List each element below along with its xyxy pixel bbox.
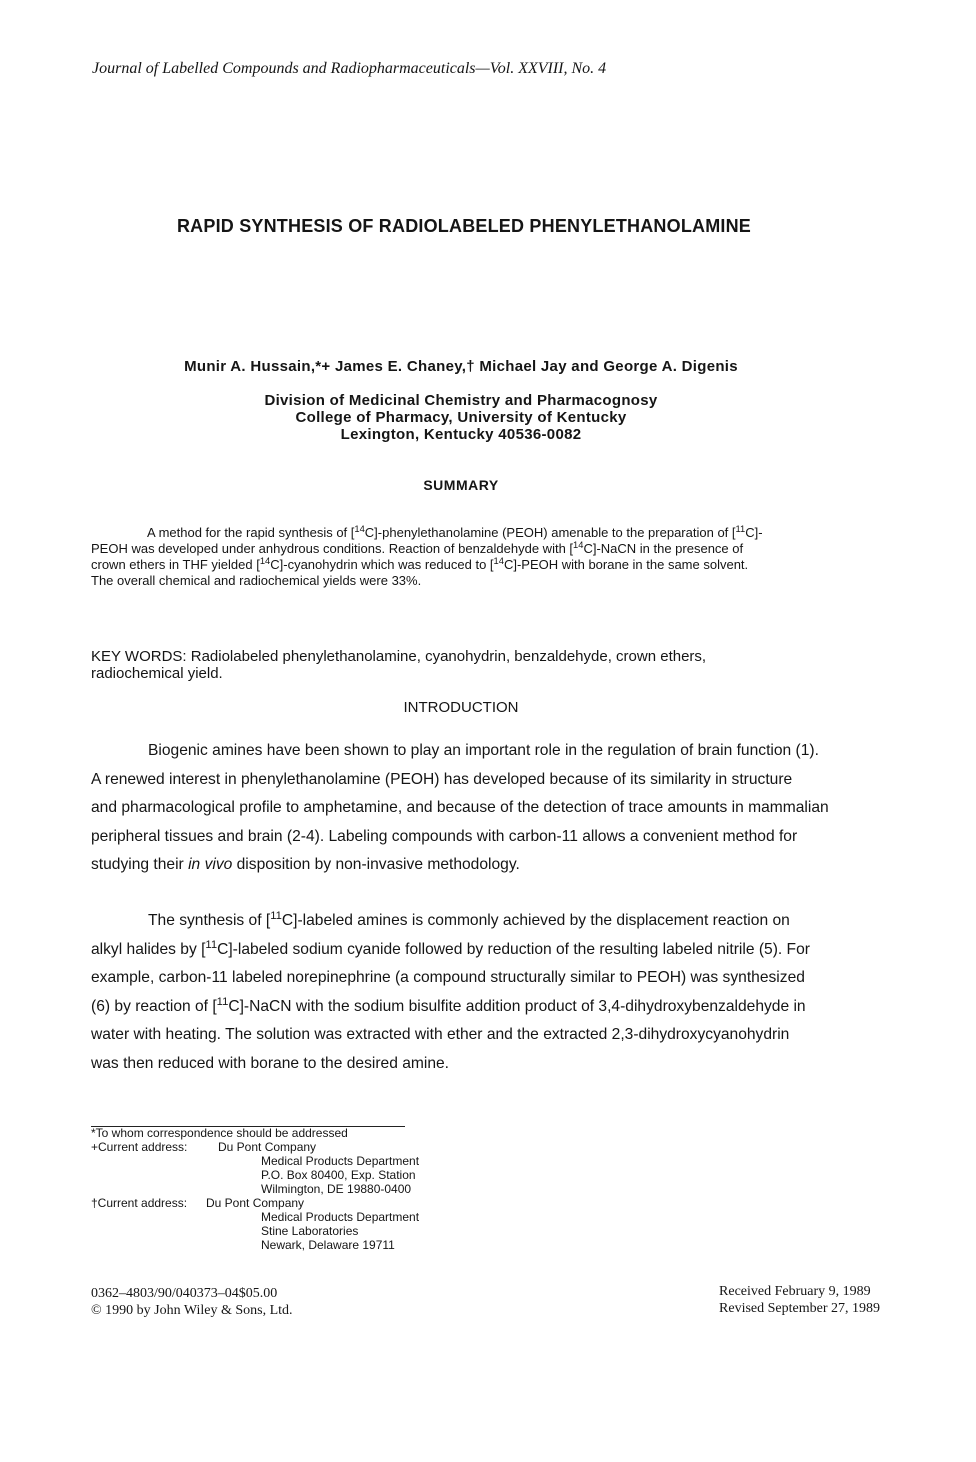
isotope-superscript: 11 [735, 523, 746, 534]
received-date: Received February 9, 1989 [719, 1284, 871, 1299]
keywords [91, 648, 771, 682]
paragraph-line: peripheral tissues and brain (2-4). Labeling compounds with carbon-11 allows a convenient method for [91, 827, 798, 845]
introduction-heading: INTRODUCTION [403, 699, 519, 716]
isotope-superscript: 11 [205, 938, 218, 951]
summary-heading: SUMMARY [423, 477, 499, 493]
intro-paragraph-1 [91, 737, 836, 880]
paragraph-line: The synthesis of [$^{11}$C]-labeled amines is commonly achieved by the displacement reaction on [148, 909, 790, 929]
journal-header: Journal of Labelled Compounds and Radiopharmaceuticals—Vol. XXVIII, No. 4 [92, 60, 607, 77]
paragraph-line: Biogenic amines have been shown to play an important role in the regulation of brain function (1). [148, 742, 819, 759]
publication-info [91, 1285, 293, 1319]
paragraph-line: example, carbon-11 labeled norepinephrine (a compound structurally similar to PEOH) was synthesized [91, 969, 805, 987]
author-jay-digenis: Michael Jay and George A. Digenis [479, 358, 738, 375]
keywords-line: KEY WORDS: Radiolabeled phenylethanolamine, cyanohydrin, benzaldehyde, crown ethers, [91, 648, 707, 665]
isotope-superscript: 14 [493, 555, 504, 566]
paragraph-line: alkyl halides by [$^{11}$C]-labeled sodium cyanide followed by reduction of the resulting labeled nitrile (5). For [91, 938, 810, 958]
author-list [0, 358, 922, 375]
isotope-superscript: 11 [216, 995, 229, 1008]
received-dates [719, 1283, 880, 1317]
paragraph-line: (6) by reaction of [$^{11}$C]-NaCN with the sodium bisulfite addition product of 3,4-dihydroxybenzaldehyde in [91, 995, 806, 1015]
abstract [91, 525, 836, 589]
affiliation-address: Lexington, Kentucky 40536-0082 [340, 426, 582, 443]
intro-paragraph-2 [91, 907, 836, 1079]
keywords-line: radiochemical yield. [91, 665, 223, 682]
author-chaney: James E. Chaney,† [334, 358, 475, 375]
article-code: 0362–4803/90/040373–04$05.00 [91, 1286, 278, 1301]
paragraph-line: water with heating. The solution was extracted with ether and the extracted 2,3-dihydroxycyanohydrin [91, 1026, 790, 1044]
paragraph-line: was then reduced with borane to the desired amine. [91, 1054, 450, 1072]
abstract-line: A method for the rapid synthesis of [$^{14}$C]-phenylethanolamine (PEOH) amenable to the preparation of [$^{11}$C]- [147, 523, 763, 540]
in-vivo-italic: in vivo [188, 856, 233, 874]
isotope-superscript: 14 [354, 523, 365, 534]
abstract-line: The overall chemical and radiochemical yields were 33%. [91, 573, 422, 588]
author-hussain: Munir A. Hussain,*+ [184, 358, 331, 375]
affiliation-division: Division of Medicinal Chemistry and Pharmacognosy [264, 392, 658, 409]
paragraph-line: A renewed interest in phenylethanolamine (PEOH) has developed because of its similarity in structure [91, 770, 793, 788]
isotope-superscript: 11 [270, 909, 282, 922]
paragraph-line: studying their in vivo disposition by non-invasive methodology. [91, 856, 520, 874]
isotope-superscript: 14 [573, 539, 584, 550]
abstract-line: crown ethers in THF yielded [$^{14}$C]-cyanohydrin which was reduced to [$^{14}$C]-PEOH with borane in the same solvent. [91, 555, 749, 572]
affiliation-college: College of Pharmacy, University of Kentucky [295, 409, 627, 426]
article-title: RAPID SYNTHESIS OF RADIOLABELED PHENYLETHANOLAMINE [176, 216, 752, 236]
revised-date: Revised September 27, 1989 [719, 1301, 880, 1316]
paragraph-line: and pharmacological profile to amphetamine, and because of the detection of trace amounts in mammalian [91, 799, 829, 817]
copyright: © 1990 by John Wiley & Sons, Ltd. [91, 1303, 293, 1318]
abstract-line: PEOH was developed under anhydrous conditions. Reaction of benzaldehyde with [$^{14}$C]-NaCN in the presence of [91, 539, 744, 556]
isotope-superscript: 14 [259, 555, 271, 566]
